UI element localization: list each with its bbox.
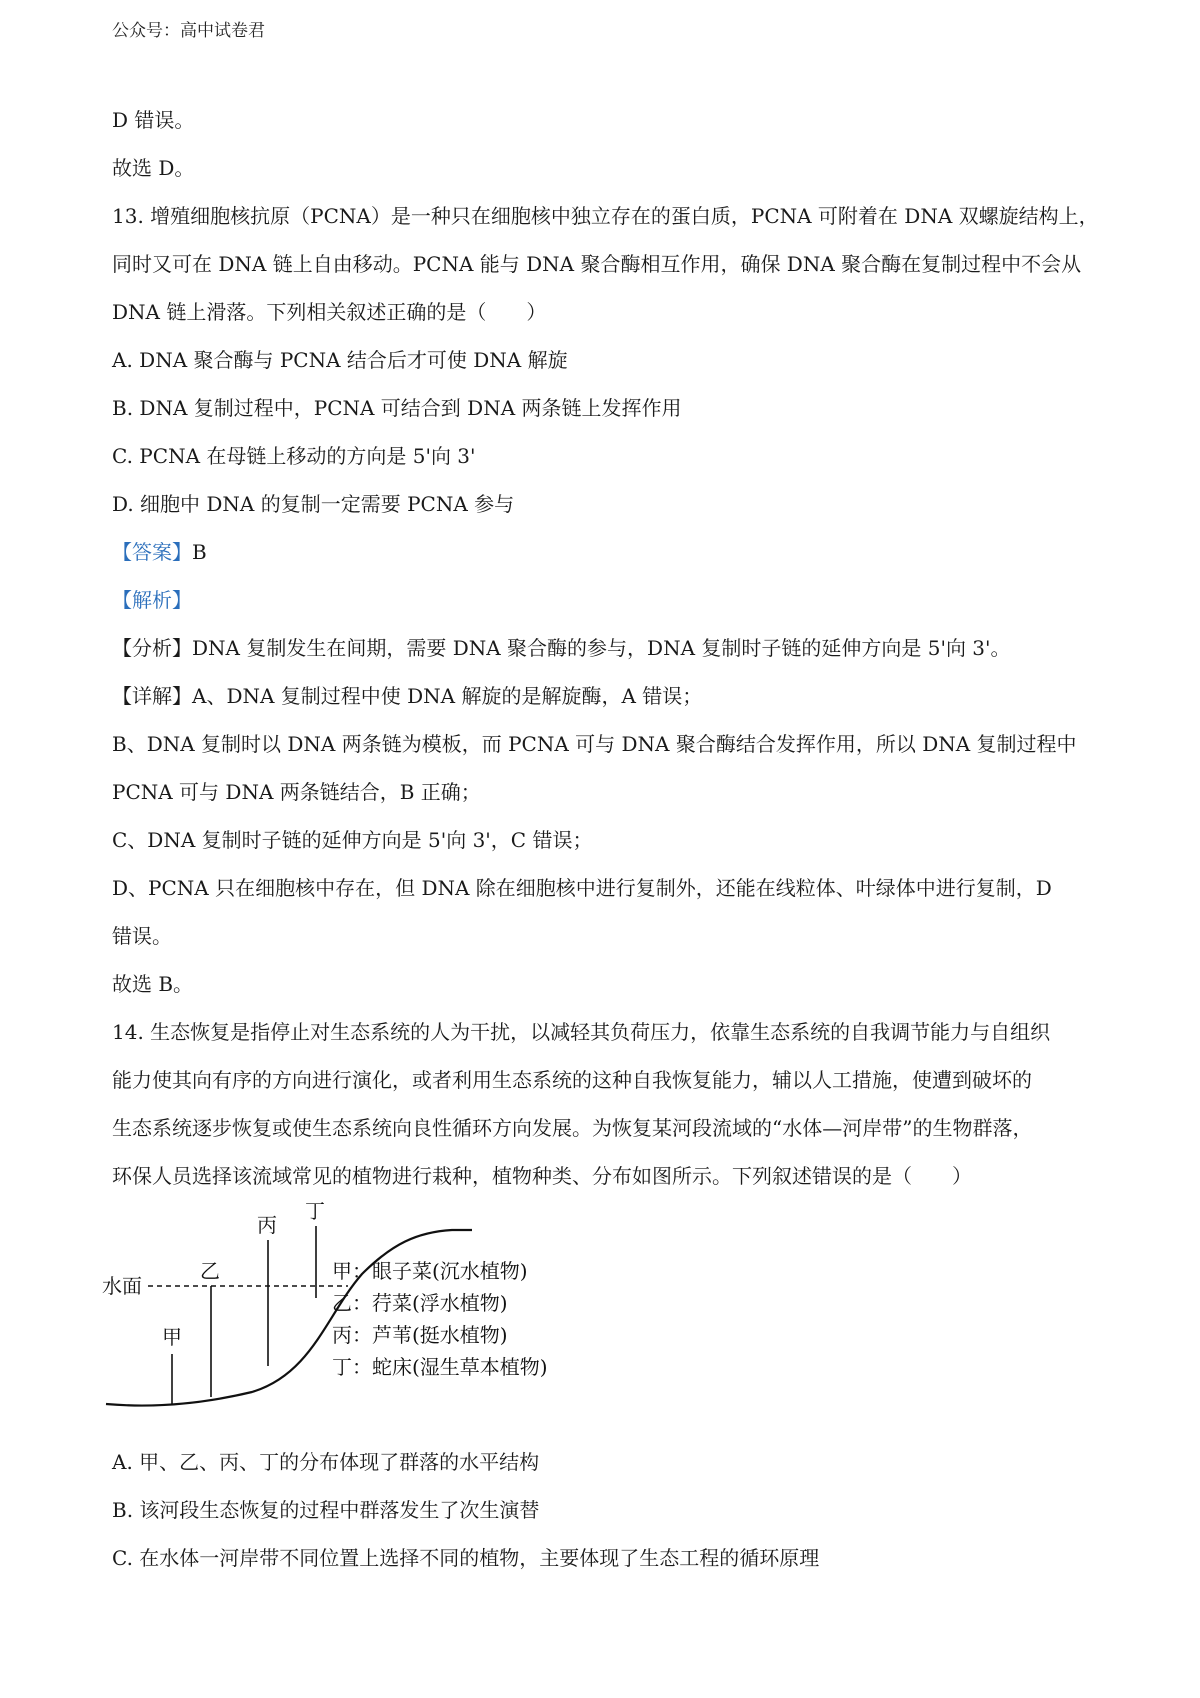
option-b: B. DNA 复制过程中，PCNA 可结合到 DNA 两条链上发挥作用 [112, 396, 682, 420]
analysis-label: 【解析】 [112, 588, 192, 612]
plant-jia-label: 甲 [162, 1325, 182, 1349]
answer-label: 【答案】 [112, 540, 192, 564]
plant-ding-label: 丁 [305, 1199, 325, 1223]
question-stem-line: 能力使其向有序的方向进行演化，或者利用生态系统的这种自我恢复能力，辅以人工措施，使遭到破坏的 [112, 1068, 1032, 1092]
question-stem-line: 同时又可在 DNA 链上自由移动。PCNA 能与 DNA 聚合酶相互作用，确保 DNA 聚合酶在复制过程中不会从 [112, 252, 1082, 276]
explanation-line: D、PCNA 只在细胞核中存在，但 DNA 除在细胞核中进行复制外，还能在线粒体、叶绿体中进行复制，D [112, 876, 1052, 900]
page-content [102, 96, 1102, 1582]
explanation-line: 故选 B。 [112, 972, 194, 996]
option-c: C. 在水体一河岸带不同位置上选择不同的植物，主要体现了生态工程的循环原理 [112, 1546, 820, 1570]
explanation-line: C、DNA 复制时子链的延伸方向是 5'向 3'，C 错误； [112, 828, 593, 852]
question-stem-line: 生态系统逐步恢复或使生态系统向良性循环方向发展。为恢复某河段流域的“水体—河岸带”的生物群落， [112, 1116, 1033, 1140]
option-c: C. PCNA 在母链上移动的方向是 5'向 3' [112, 444, 476, 468]
question-stem-line: 环保人员选择该流域常见的植物进行栽种，植物种类、分布如图所示。下列叙述错误的是（ ） [112, 1164, 972, 1188]
question-stem-line: 13. 增殖细胞核抗原（PCNA）是一种只在细胞核中独立存在的蛋白质，PCNA 可附着在 DNA 双螺旋结构上， [112, 204, 1099, 228]
plant-bing-label: 丙 [257, 1213, 277, 1237]
explanation-line: 【详解】A、DNA 复制过程中使 DNA 解旋的是解旋酶，A 错误； [112, 684, 703, 708]
riverbank-curve [106, 1230, 472, 1406]
explanation-line: PCNA 可与 DNA 两条链结合，B 正确； [112, 780, 481, 804]
question-stem-line: DNA 链上滑落。下列相关叙述正确的是（ ） [112, 300, 547, 324]
prev-choice-line: 故选 D。 [112, 156, 195, 180]
answer-line [112, 528, 1102, 576]
option-b: B. 该河段生态恢复的过程中群落发生了次生演替 [112, 1498, 540, 1522]
plant-yi-label: 乙 [200, 1259, 220, 1283]
explanation-line: B、DNA 复制时以 DNA 两条链为模板，而 PCNA 可与 DNA 聚合酶结合发挥作用，所以 DNA 复制过程中 [112, 732, 1077, 756]
riverbank-figure [102, 1199, 1102, 1434]
option-a: A. 甲、乙、丙、丁的分布体现了群落的水平结构 [112, 1450, 540, 1474]
option-d: D. 细胞中 DNA 的复制一定需要 PCNA 参与 [112, 492, 515, 516]
option-a: A. DNA 聚合酶与 PCNA 结合后才可使 DNA 解旋 [112, 348, 568, 372]
question-stem-line: 14. 生态恢复是指停止对生态系统的人为干扰，以减轻其负荷压力，依靠生态系统的自我调节能力与自组织 [112, 1020, 1051, 1044]
q14-options [112, 1438, 1102, 1582]
prev-answer-line: D 错误。 [112, 108, 195, 132]
explanation-line: 【分析】DNA 复制发生在间期，需要 DNA 聚合酶的参与，DNA 复制时子链的延伸方向是 5'向 3'。 [112, 636, 1011, 660]
legend-jia: 甲：眼子菜(沉水植物) [332, 1259, 528, 1283]
page-header-source: 公众号：高中试卷君 [112, 21, 265, 41]
legend-ding: 丁：蛇床(湿生草本植物) [332, 1355, 548, 1379]
legend-bing: 丙：芦苇(挺水植物) [332, 1323, 508, 1347]
water-surface-label: 水面 [102, 1274, 142, 1298]
answer-value: B [192, 540, 207, 564]
explanation-line: 错误。 [112, 924, 172, 948]
question-13 [112, 192, 1102, 1008]
question-14 [102, 1008, 1102, 1582]
riverbank-diagram [102, 1199, 1102, 1434]
legend-yi: 乙：荇菜(浮水植物) [332, 1291, 508, 1315]
